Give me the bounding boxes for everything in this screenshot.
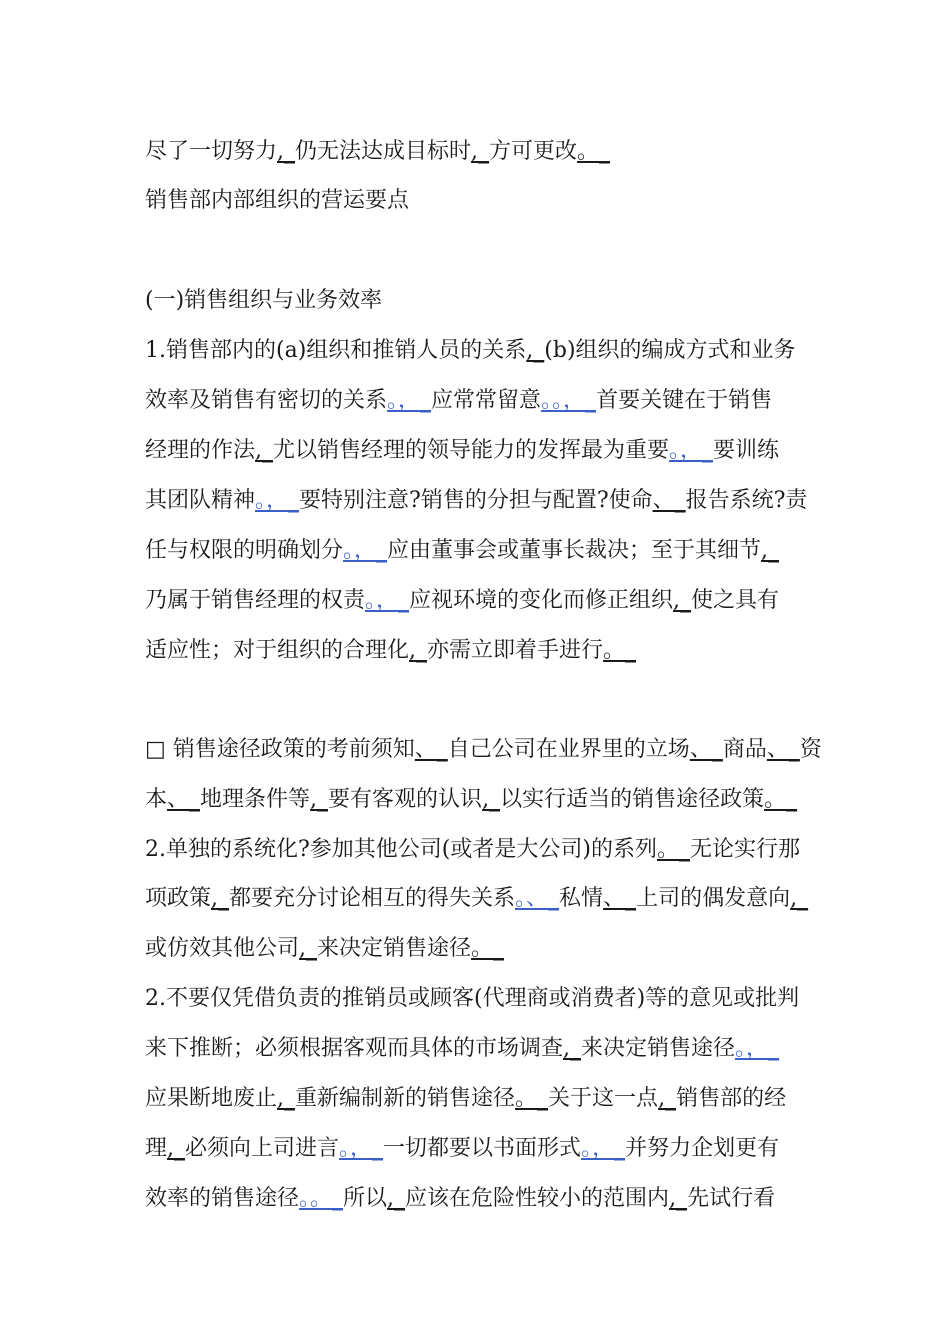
hyperlink-punctuation[interactable]: 。。_ — [299, 1186, 344, 1211]
text-segment: (b)组织的编成方式和业务 — [544, 338, 796, 363]
hyperlink-punctuation[interactable]: 。、_ — [515, 886, 560, 911]
text-segment: 无论实行那 — [689, 837, 800, 862]
underlined-punctuation: ,_ — [790, 886, 809, 911]
underlined-punctuation: 、_ — [603, 886, 637, 911]
underlined-punctuation: 。_ — [577, 139, 611, 164]
text-segment: 先试行看 — [687, 1186, 776, 1211]
text-segment: 或仿效其他公司 — [145, 936, 300, 961]
underlined-punctuation: ,_ — [526, 338, 545, 363]
text-segment: 使之具有 — [691, 588, 780, 613]
text-segment: 首要关键在于销售 — [596, 388, 773, 413]
text-segment: 方可更改 — [489, 139, 578, 164]
text-segment: 销售部的经 — [676, 1086, 787, 1111]
underlined-punctuation: ,_ — [277, 1086, 296, 1111]
text-segment: 效率及销售有密切的关系 — [145, 388, 388, 413]
text-segment: 尤以销售经理的领导能力的发挥最为重要 — [273, 438, 670, 463]
text-segment: 1.销售部内的(a)组织和推销人员的关系 — [145, 338, 527, 363]
underlined-punctuation: ,_ — [255, 438, 274, 463]
hyperlink-punctuation[interactable]: 。，_ — [581, 1136, 626, 1161]
text-line — [145, 636, 636, 666]
text-segment: 报告系统?责 — [685, 488, 808, 513]
text-line — [145, 934, 504, 964]
text-line — [145, 984, 799, 1014]
text-segment: 仍无法达成目标时 — [295, 139, 472, 164]
underlined-punctuation: ,_ — [167, 1136, 186, 1161]
underlined-punctuation: 。_ — [656, 837, 690, 862]
text-line — [145, 586, 779, 616]
text-line — [145, 336, 796, 366]
text-segment: 上司的偶发意向 — [636, 886, 791, 911]
text-line — [145, 835, 800, 865]
text-segment: 并努力企划更有 — [625, 1136, 780, 1161]
text-line — [145, 486, 807, 516]
hyperlink-punctuation[interactable]: 。，_ — [339, 1136, 384, 1161]
text-segment: 要训练 — [713, 438, 780, 463]
underlined-punctuation: ,_ — [658, 1086, 677, 1111]
section-heading — [145, 186, 409, 216]
underlined-punctuation: 。_ — [603, 638, 637, 663]
underlined-punctuation: 。_ — [764, 787, 798, 812]
text-line — [145, 1184, 775, 1214]
underlined-punctuation: 、_ — [766, 737, 800, 762]
text-line — [145, 1034, 779, 1064]
hyperlink-punctuation[interactable]: 。，_ — [343, 538, 388, 563]
text-segment: 来决定销售途径 — [581, 1036, 736, 1061]
text-segment: 商品 — [722, 737, 767, 762]
text-segment: 应由董事会或董事长裁决；至于其细节 — [387, 538, 762, 563]
text-line — [145, 785, 797, 815]
underlined-punctuation: 。_ — [471, 936, 505, 961]
underlined-punctuation: ,_ — [761, 538, 780, 563]
underlined-punctuation: 、_ — [414, 737, 448, 762]
underlined-punctuation: 。_ — [515, 1086, 549, 1111]
text-segment: 来决定销售途径 — [317, 936, 472, 961]
underlined-punctuation: 、_ — [167, 787, 201, 812]
text-segment: □ 销售途径政策的考前须知 — [145, 737, 415, 762]
text-segment: 其团队精神 — [145, 488, 256, 513]
underlined-punctuation: ,_ — [387, 1186, 406, 1211]
text-segment: 经理的作法 — [145, 438, 256, 463]
text-segment: 要有客观的认识 — [328, 787, 483, 812]
underlined-punctuation: ,_ — [211, 886, 230, 911]
hyperlink-punctuation[interactable]: 。，_ — [365, 588, 410, 613]
text-segment: 乃属于销售经理的权责 — [145, 588, 366, 613]
text-line — [145, 536, 779, 566]
text-line — [145, 1134, 779, 1164]
text-segment: 要特别注意?销售的分担与配置?使命 — [299, 488, 653, 513]
text-segment: (一)销售组织与业务效率 — [145, 288, 383, 313]
hyperlink-punctuation[interactable]: 。，_ — [669, 438, 714, 463]
text-segment: 地理条件等 — [200, 787, 311, 812]
underlined-punctuation: ,_ — [409, 638, 428, 663]
text-segment: 销售部内部组织的营运要点 — [145, 188, 410, 213]
text-segment: 适应性；对于组织的合理化 — [145, 638, 410, 663]
text-segment: 亦需立即着手进行 — [427, 638, 604, 663]
underlined-punctuation: 、_ — [689, 737, 723, 762]
hyperlink-punctuation[interactable]: 。，_ — [255, 488, 300, 513]
text-line — [145, 386, 772, 416]
text-segment: 自己公司在业界里的立场 — [447, 737, 690, 762]
underlined-punctuation: ,_ — [669, 1186, 688, 1211]
text-segment: 应常常留意 — [431, 388, 542, 413]
hyperlink-punctuation[interactable]: 。。，_ — [541, 388, 597, 413]
text-segment: 应果断地废止 — [145, 1086, 278, 1111]
text-segment: 必须向上司进言 — [185, 1136, 340, 1161]
text-segment: 2.单独的系统化?参加其他公司(或者是大公司)的系列 — [145, 837, 657, 862]
hyperlink-punctuation[interactable]: 。，_ — [735, 1036, 780, 1061]
underlined-punctuation: ,_ — [471, 139, 490, 164]
text-line — [145, 735, 822, 765]
text-segment: 任与权限的明确划分 — [145, 538, 344, 563]
text-segment: 以实行适当的销售途径政策 — [500, 787, 765, 812]
text-line — [145, 436, 779, 466]
underlined-punctuation: ,_ — [563, 1036, 582, 1061]
text-segment: 关于这一点 — [548, 1086, 659, 1111]
text-line — [145, 884, 808, 914]
text-line — [145, 1084, 786, 1114]
text-segment: 资 — [799, 737, 822, 762]
text-segment: 本 — [145, 787, 168, 812]
text-segment: 一切都要以书面形式 — [383, 1136, 582, 1161]
subsection-heading — [145, 286, 382, 316]
underlined-punctuation: ,_ — [277, 139, 296, 164]
text-segment: 私情 — [559, 886, 604, 911]
text-segment: 来下推断；必须根据客观而具体的市场调查 — [145, 1036, 564, 1061]
underlined-punctuation: ,_ — [299, 936, 318, 961]
text-segment: 重新编制新的销售途径 — [295, 1086, 516, 1111]
text-segment: 项政策 — [145, 886, 212, 911]
text-segment: 理 — [145, 1136, 168, 1161]
text-segment: 应该在危险性较小的范围内 — [405, 1186, 670, 1211]
underlined-punctuation: ,_ — [310, 787, 329, 812]
text-segment: 都要充分讨论相互的得失关系 — [229, 886, 516, 911]
hyperlink-punctuation[interactable]: 。，_ — [387, 388, 432, 413]
text-segment: 效率的销售途径 — [145, 1186, 300, 1211]
text-line — [145, 137, 610, 167]
underlined-punctuation: ,_ — [673, 588, 692, 613]
text-segment: 2.不要仅凭借负责的推销员或顾客(代理商或消费者)等的意见或批判 — [145, 986, 800, 1011]
text-segment: 尽了一切努力 — [145, 139, 278, 164]
text-segment: 应视环境的变化而修正组织 — [409, 588, 674, 613]
underlined-punctuation: 、_ — [652, 488, 686, 513]
underlined-punctuation: ,_ — [482, 787, 501, 812]
text-segment: 所以 — [343, 1186, 388, 1211]
